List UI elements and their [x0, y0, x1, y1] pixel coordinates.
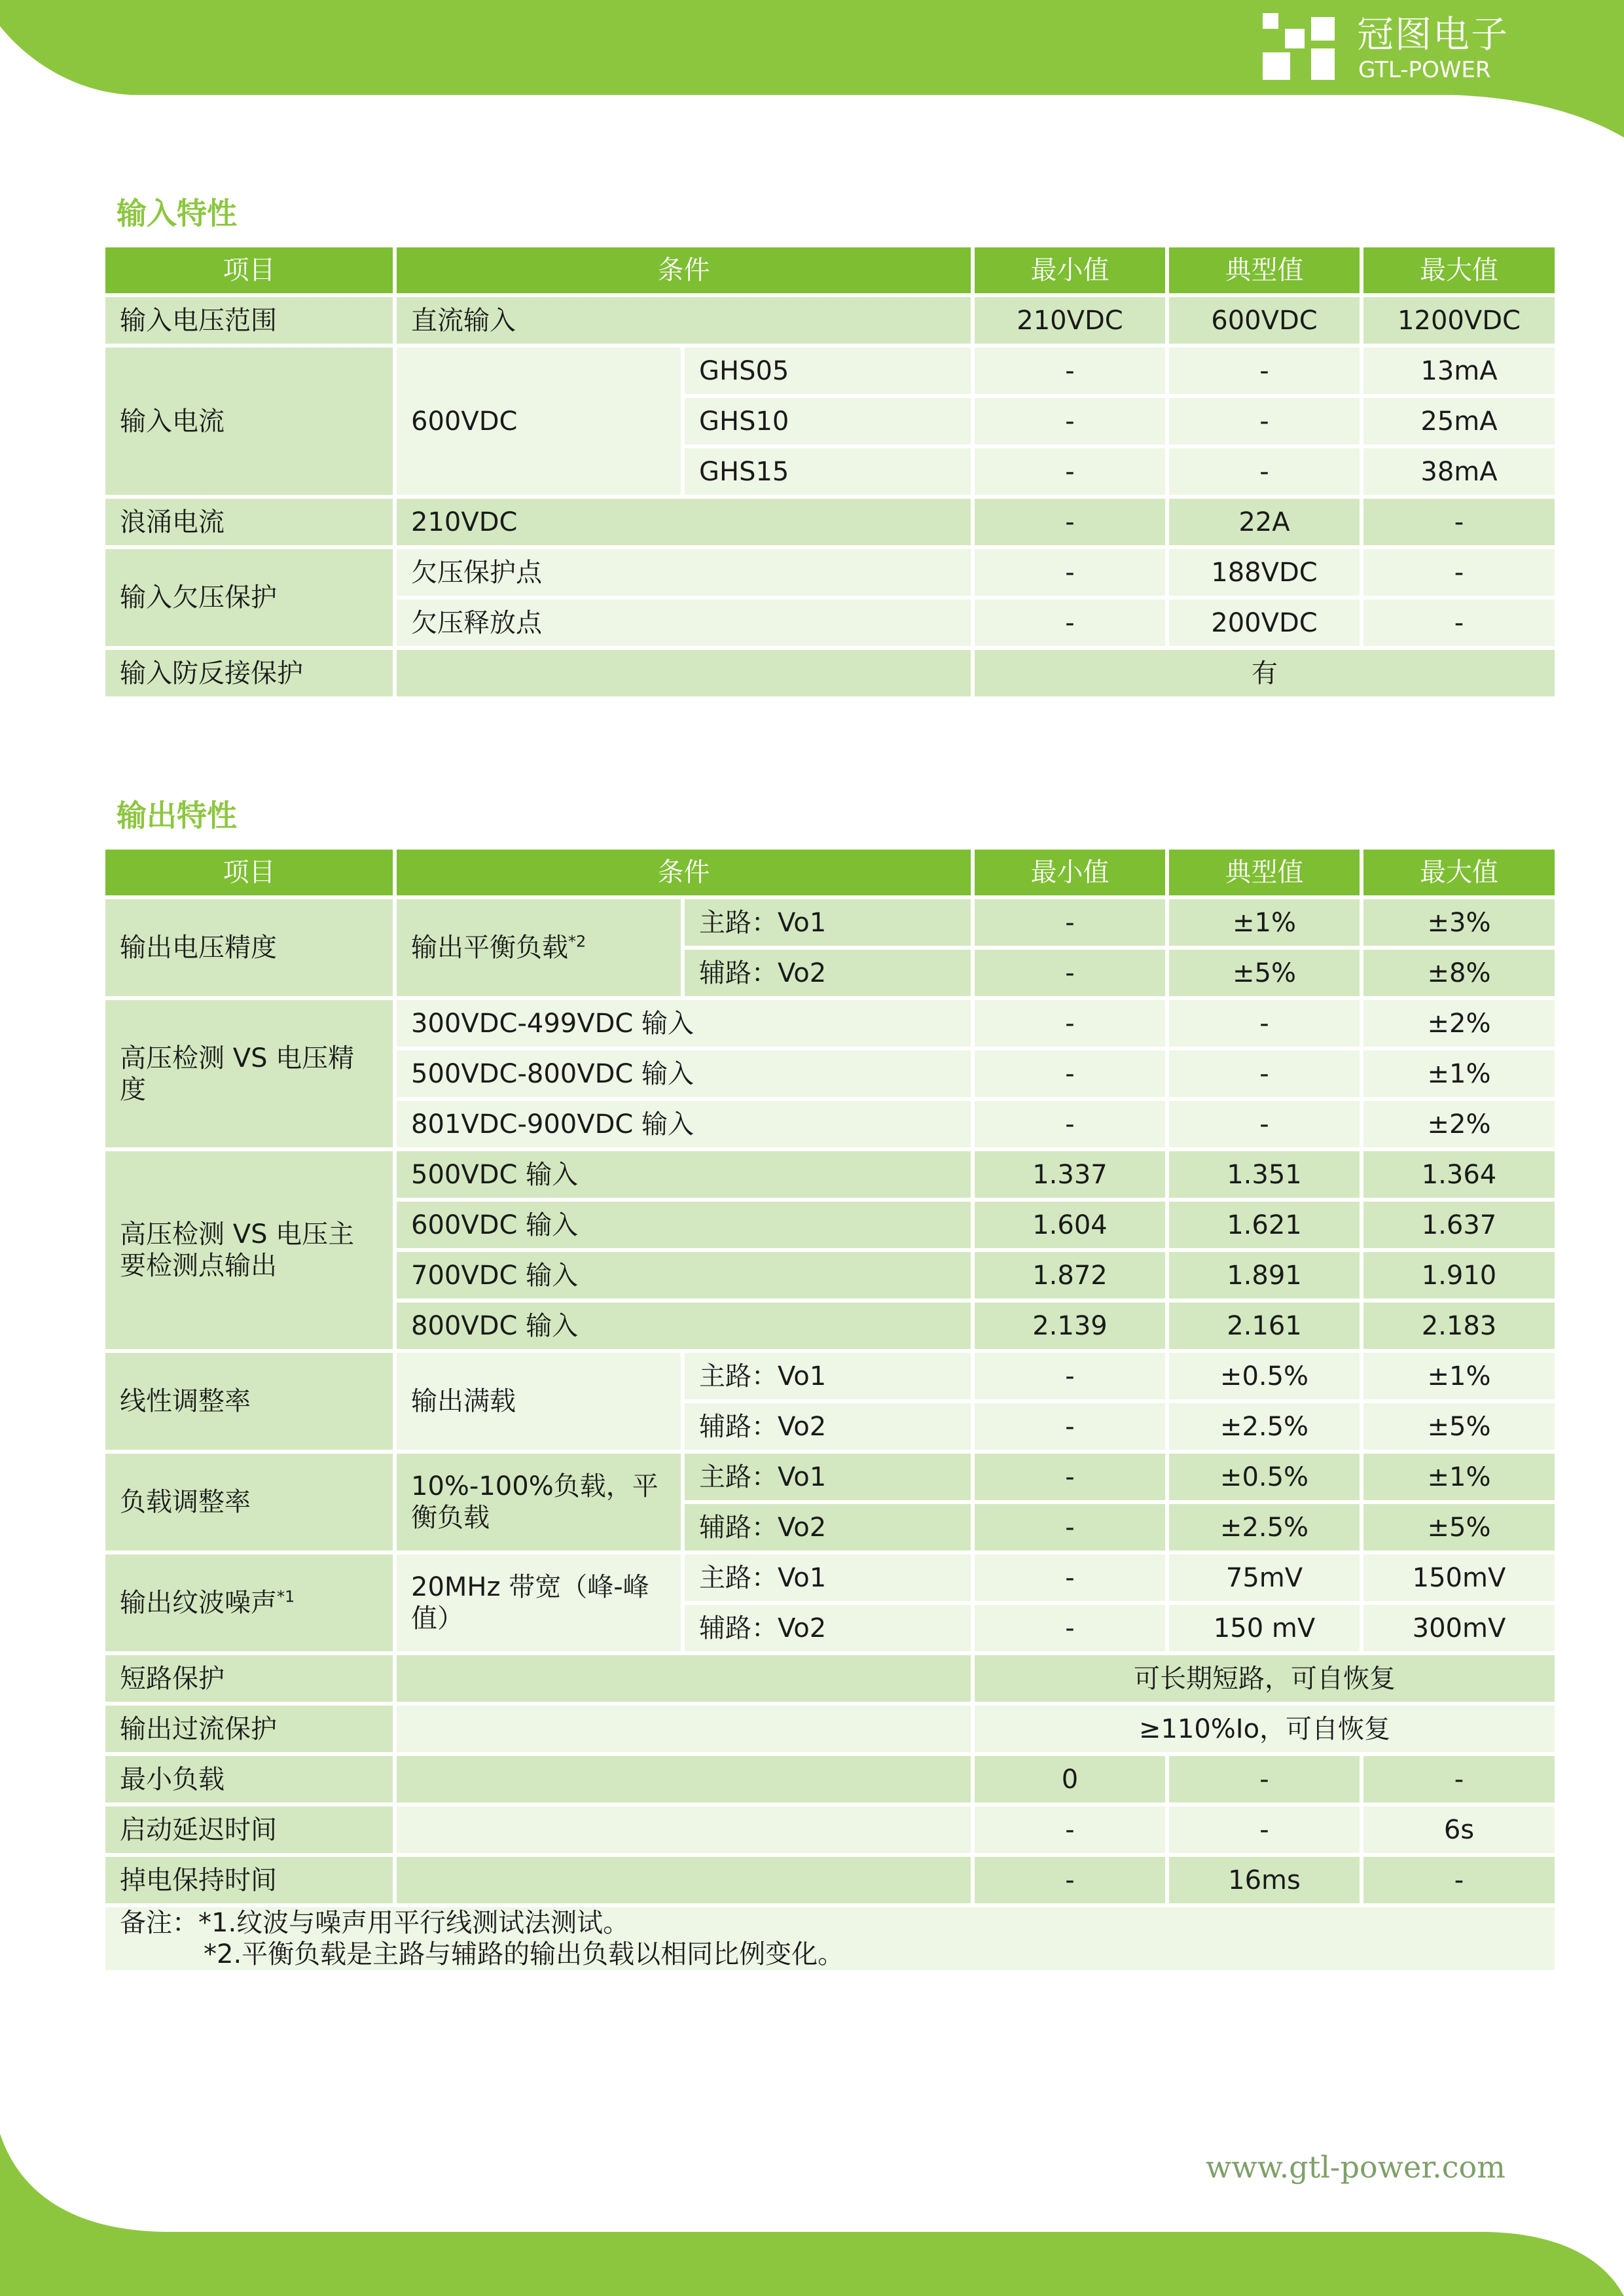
typ-value: 1.351: [1167, 1149, 1362, 1200]
table-row: [103, 1149, 1557, 1200]
header-typ: 典型值: [1167, 245, 1362, 295]
row-label: 最小负载: [103, 1754, 395, 1804]
row-condition: 600VDC 输入: [395, 1200, 973, 1250]
typ-value: ±2.5%: [1167, 1401, 1362, 1452]
row-label: 掉电保持时间: [103, 1855, 395, 1905]
row-condition: 500VDC-800VDC 输入: [395, 1049, 973, 1099]
row-label: 输入欠压保护: [103, 547, 395, 648]
typ-value: 600VDC: [1167, 295, 1362, 346]
max-value: 1.910: [1362, 1250, 1557, 1300]
row-condition: [395, 648, 973, 698]
max-value: -: [1362, 1855, 1557, 1905]
header-min: 最小值: [973, 848, 1167, 897]
row-condition: 300VDC-499VDC 输入: [395, 998, 973, 1049]
logo-english-name: GTL-POWER: [1358, 57, 1491, 83]
table-header-row: [103, 245, 1557, 295]
max-value: -: [1362, 1754, 1557, 1804]
min-value: -: [973, 1603, 1167, 1653]
website-link[interactable]: www.gtl-power.com: [1206, 2149, 1506, 2185]
min-value: 0: [973, 1754, 1167, 1804]
row-condition: 直流输入: [395, 295, 973, 346]
typ-value: 150 mV: [1167, 1603, 1362, 1653]
min-value: -: [973, 396, 1167, 446]
max-value: ±8%: [1362, 948, 1557, 998]
label-text: 输出纹波噪声: [120, 1588, 277, 1618]
min-value: -: [973, 598, 1167, 648]
header-min: 最小值: [973, 245, 1167, 295]
min-value: -: [973, 497, 1167, 547]
table-row: [103, 1351, 1557, 1401]
row-label: 线性调整率: [103, 1351, 395, 1452]
min-value: -: [973, 346, 1167, 396]
min-value: -: [973, 948, 1167, 998]
table-row: [103, 1804, 1557, 1855]
table-row: [103, 1855, 1557, 1905]
min-value: 1.337: [973, 1149, 1167, 1200]
typ-value: -: [1167, 1049, 1362, 1099]
max-value: ±1%: [1362, 1452, 1557, 1502]
typ-value: -: [1167, 998, 1362, 1049]
channel-label: 主路：Vo1: [683, 1452, 973, 1502]
channel-label: 主路：Vo1: [683, 1351, 973, 1401]
table-row: [103, 346, 1557, 396]
min-value: -: [973, 1804, 1167, 1855]
typ-value: ±0.5%: [1167, 1351, 1362, 1401]
header-condition: 条件: [395, 848, 973, 897]
table-row: [103, 547, 1557, 598]
row-label: 输出过流保护: [103, 1704, 395, 1754]
typ-value: 16ms: [1167, 1855, 1362, 1905]
typ-value: -: [1167, 346, 1362, 396]
min-value: -: [973, 1049, 1167, 1099]
max-value: 1.637: [1362, 1200, 1557, 1250]
row-condition: 欠压释放点: [395, 598, 973, 648]
merged-value: 可长期短路，可自恢复: [973, 1653, 1557, 1704]
row-condition: 欠压保护点: [395, 547, 973, 598]
max-value: -: [1362, 598, 1557, 648]
typ-value: -: [1167, 1804, 1362, 1855]
header-condition: 条件: [395, 245, 973, 295]
min-value: -: [973, 1502, 1167, 1552]
company-logo: [1260, 10, 1509, 86]
row-condition: 500VDC 输入: [395, 1149, 973, 1200]
row-condition: 20MHz 带宽（峰-峰值）: [395, 1552, 683, 1653]
max-value: 1.364: [1362, 1149, 1557, 1200]
row-condition: 700VDC 输入: [395, 1250, 973, 1300]
typ-value: ±5%: [1167, 948, 1362, 998]
max-value: ±5%: [1362, 1401, 1557, 1452]
min-value: -: [973, 1401, 1167, 1452]
row-label: 输入电压范围: [103, 295, 395, 346]
row-label: [103, 1552, 395, 1653]
table-row: [103, 897, 1557, 948]
notes-row: [103, 1905, 1557, 1972]
row-label: 启动延迟时间: [103, 1804, 395, 1855]
table-row: [103, 648, 1557, 698]
max-value: ±1%: [1362, 1351, 1557, 1401]
table-row: [103, 1653, 1557, 1704]
header-item: 项目: [103, 848, 395, 897]
note-line-2: *2.平衡负载是主路与辅路的输出负载以相同比例变化。: [204, 1939, 844, 1969]
typ-value: 1.621: [1167, 1200, 1362, 1250]
max-value: 25mA: [1362, 396, 1557, 446]
typ-value: ±1%: [1167, 897, 1362, 948]
max-value: -: [1362, 547, 1557, 598]
min-value: 1.604: [973, 1200, 1167, 1250]
typ-value: ±0.5%: [1167, 1452, 1362, 1502]
max-value: ±5%: [1362, 1502, 1557, 1552]
model-name: GHS05: [683, 346, 973, 396]
merged-value: ≥110%Io，可自恢复: [973, 1704, 1557, 1754]
max-value: ±1%: [1362, 1049, 1557, 1099]
typ-value: ±2.5%: [1167, 1502, 1362, 1552]
output-spec-table: [101, 846, 1559, 1974]
typ-value: -: [1167, 1099, 1362, 1149]
table-row: [103, 1552, 1557, 1603]
row-condition: [395, 1754, 973, 1804]
row-condition: 801VDC-900VDC 输入: [395, 1099, 973, 1149]
row-condition: [395, 1855, 973, 1905]
table-row: [103, 497, 1557, 547]
channel-label: 辅路：Vo2: [683, 1401, 973, 1452]
footnote-marker: *1: [277, 1587, 295, 1606]
channel-label: 辅路：Vo2: [683, 1603, 973, 1653]
row-condition: 210VDC: [395, 497, 973, 547]
model-name: GHS15: [683, 446, 973, 497]
channel-label: 辅路：Vo2: [683, 948, 973, 998]
max-value: 300mV: [1362, 1603, 1557, 1653]
typ-value: 75mV: [1167, 1552, 1362, 1603]
max-value: 38mA: [1362, 446, 1557, 497]
row-label: 短路保护: [103, 1653, 395, 1704]
row-label: 输入电流: [103, 346, 395, 497]
max-value: ±2%: [1362, 998, 1557, 1049]
row-condition: [395, 1704, 973, 1754]
header-item: 项目: [103, 245, 395, 295]
max-value: 1200VDC: [1362, 295, 1557, 346]
channel-label: 主路：Vo1: [683, 897, 973, 948]
row-label: 浪涌电流: [103, 497, 395, 547]
row-condition: [395, 1804, 973, 1855]
row-label: 高压检测 VS 电压主要检测点输出: [103, 1149, 395, 1351]
footnote-marker: *2: [568, 932, 586, 951]
table-row: [103, 1704, 1557, 1754]
row-label: 输入防反接保护: [103, 648, 395, 698]
min-value: -: [973, 1351, 1167, 1401]
min-value: -: [973, 1452, 1167, 1502]
merged-value: 有: [973, 648, 1557, 698]
max-value: -: [1362, 497, 1557, 547]
header-typ: 典型值: [1167, 848, 1362, 897]
logo-mark-icon: [1260, 10, 1339, 86]
output-section-title: 输出特性: [117, 798, 237, 833]
min-value: -: [973, 897, 1167, 948]
model-name: GHS10: [683, 396, 973, 446]
min-value: -: [973, 547, 1167, 598]
min-value: 210VDC: [973, 295, 1167, 346]
typ-value: -: [1167, 1754, 1362, 1804]
channel-label: 主路：Vo1: [683, 1552, 973, 1603]
min-value: 1.872: [973, 1250, 1167, 1300]
max-value: ±3%: [1362, 897, 1557, 948]
typ-value: 200VDC: [1167, 598, 1362, 648]
min-value: 2.139: [973, 1300, 1167, 1351]
typ-value: -: [1167, 396, 1362, 446]
table-row: [103, 295, 1557, 346]
max-value: 6s: [1362, 1804, 1557, 1855]
min-value: -: [973, 1552, 1167, 1603]
table-row: [103, 1452, 1557, 1502]
row-condition: [395, 1653, 973, 1704]
row-label: 负载调整率: [103, 1452, 395, 1552]
min-value: -: [973, 1855, 1167, 1905]
logo-chinese-name: 冠图电子: [1357, 14, 1509, 56]
header-max: 最大值: [1362, 848, 1557, 897]
table-row: [103, 1754, 1557, 1804]
row-condition: 600VDC: [395, 346, 683, 497]
channel-label: 辅路：Vo2: [683, 1502, 973, 1552]
notes-cell: [103, 1905, 1557, 1972]
typ-value: 22A: [1167, 497, 1362, 547]
row-condition: [395, 897, 683, 998]
row-condition: 输出满载: [395, 1351, 683, 1452]
min-value: -: [973, 998, 1167, 1049]
input-section-title: 输入特性: [117, 196, 237, 231]
min-value: -: [973, 446, 1167, 497]
table-header-row: [103, 848, 1557, 897]
max-value: 2.183: [1362, 1300, 1557, 1351]
header-max: 最大值: [1362, 245, 1557, 295]
row-condition: 10%-100%负载，平衡负载: [395, 1452, 683, 1552]
typ-value: -: [1167, 446, 1362, 497]
input-spec-table: [101, 243, 1559, 700]
max-value: 13mA: [1362, 346, 1557, 396]
max-value: 150mV: [1362, 1552, 1557, 1603]
note-line-1: 备注：*1.纹波与噪声用平行线测试法测试。: [120, 1908, 630, 1938]
typ-value: 1.891: [1167, 1250, 1362, 1300]
min-value: -: [973, 1099, 1167, 1149]
max-value: ±2%: [1362, 1099, 1557, 1149]
row-condition: 800VDC 输入: [395, 1300, 973, 1351]
typ-value: 188VDC: [1167, 547, 1362, 598]
row-label: 高压检测 VS 电压精度: [103, 998, 395, 1149]
table-row: [103, 998, 1557, 1049]
typ-value: 2.161: [1167, 1300, 1362, 1351]
row-label: 输出电压精度: [103, 897, 395, 998]
condition-text: 输出平衡负载: [411, 933, 568, 963]
